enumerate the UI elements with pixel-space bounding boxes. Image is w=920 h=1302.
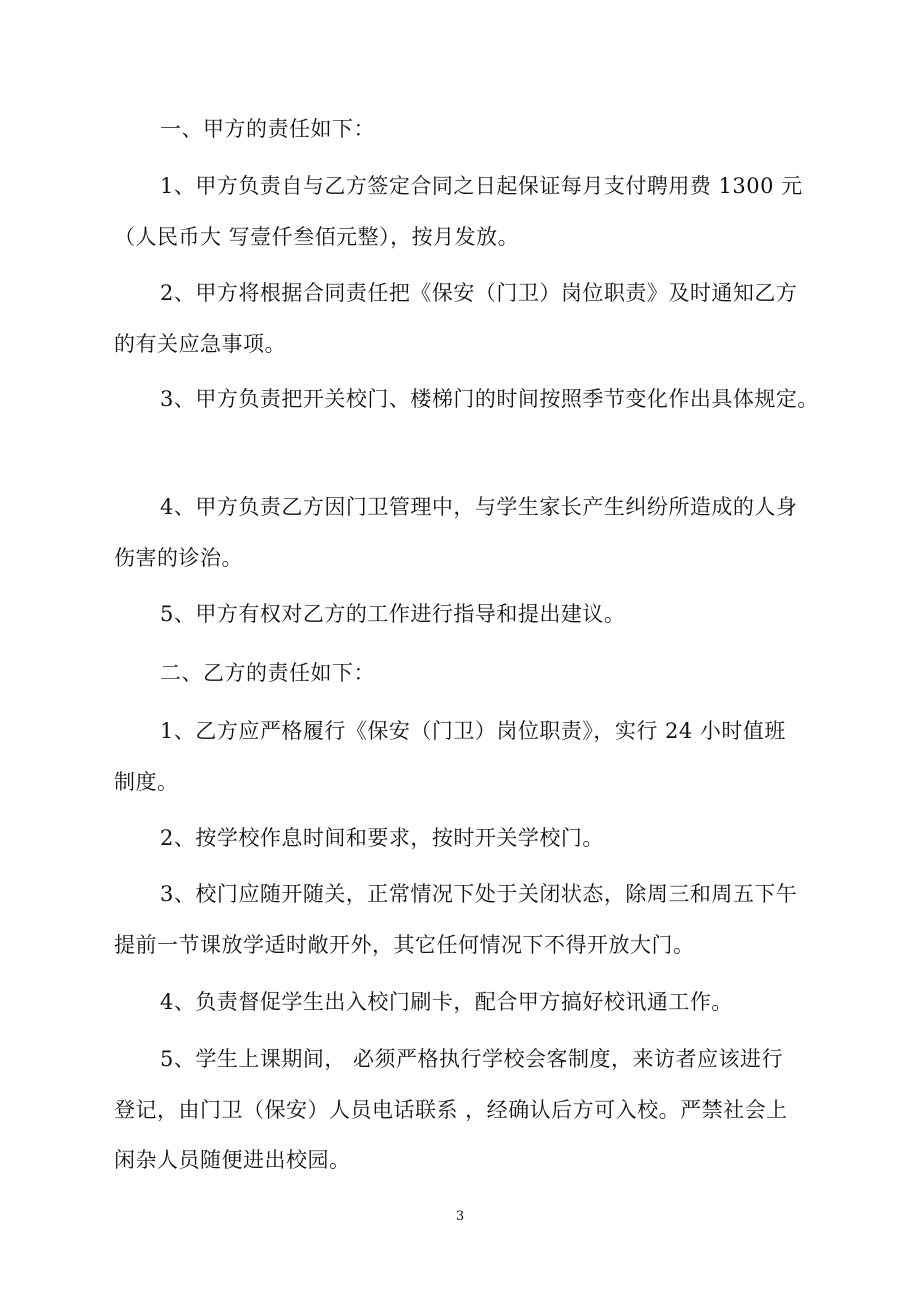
paragraph-line: 登记，由门卫（保安）人员电话联系 ，经确认后方可入校。严禁社会上 (114, 1098, 788, 1122)
paragraph-line: 的有关应急事项。 (114, 332, 286, 356)
paragraph-line: 2、按学校作息时间和要求，按时开关学校门。 (160, 826, 604, 850)
paragraph-line: 5、学生上课期间， 必须严格执行学校会客制度，来访者应该进行 (160, 1047, 784, 1071)
paragraph-line: 5、甲方有权对乙方的工作进行指导和提出建议。 (160, 602, 626, 626)
paragraph-line: 3、甲方负责把开关校门、楼梯门的时间按照季节变化作出具体规定。 (160, 387, 819, 411)
paragraph-line: 2、甲方将根据合同责任把《保安（门卫）岗位职责》及时通知乙方 (160, 281, 798, 305)
section-heading-party-a: 一、甲方的责任如下： (160, 117, 375, 141)
section-heading-party-b: 二、乙方的责任如下： (160, 661, 375, 685)
paragraph-line: 4、甲方负责乙方因门卫管理中，与学生家长产生纠纷所造成的人身 (160, 495, 798, 519)
paragraph-line: 闲杂人员随便进出校园。 (114, 1148, 351, 1172)
paragraph-line: 提前一节课放学适时敞开外，其它任何情况下不得开放大门。 (114, 933, 695, 957)
paragraph-line: 4、负责督促学生出入校门刷卡，配合甲方搞好校讯通工作。 (160, 990, 733, 1014)
paragraph-line: 1、甲方负责自与乙方签定合同之日起保证每月支付聘用费 1300 元 (160, 174, 803, 198)
paragraph-line: （人民币大 写壹仟叁佰元整），按月发放。 (114, 225, 520, 249)
paragraph-line: 1、乙方应严格履行《保安（门卫）岗位职责》，实行 24 小时值班 (160, 719, 786, 743)
paragraph-line: 制度。 (114, 770, 179, 794)
paragraph-line: 伤害的诊治。 (114, 546, 243, 570)
page-number: 3 (455, 1209, 465, 1224)
paragraph-line: 3、校门应随开随关，正常情况下处于关闭状态，除周三和周五下午 (160, 882, 798, 906)
